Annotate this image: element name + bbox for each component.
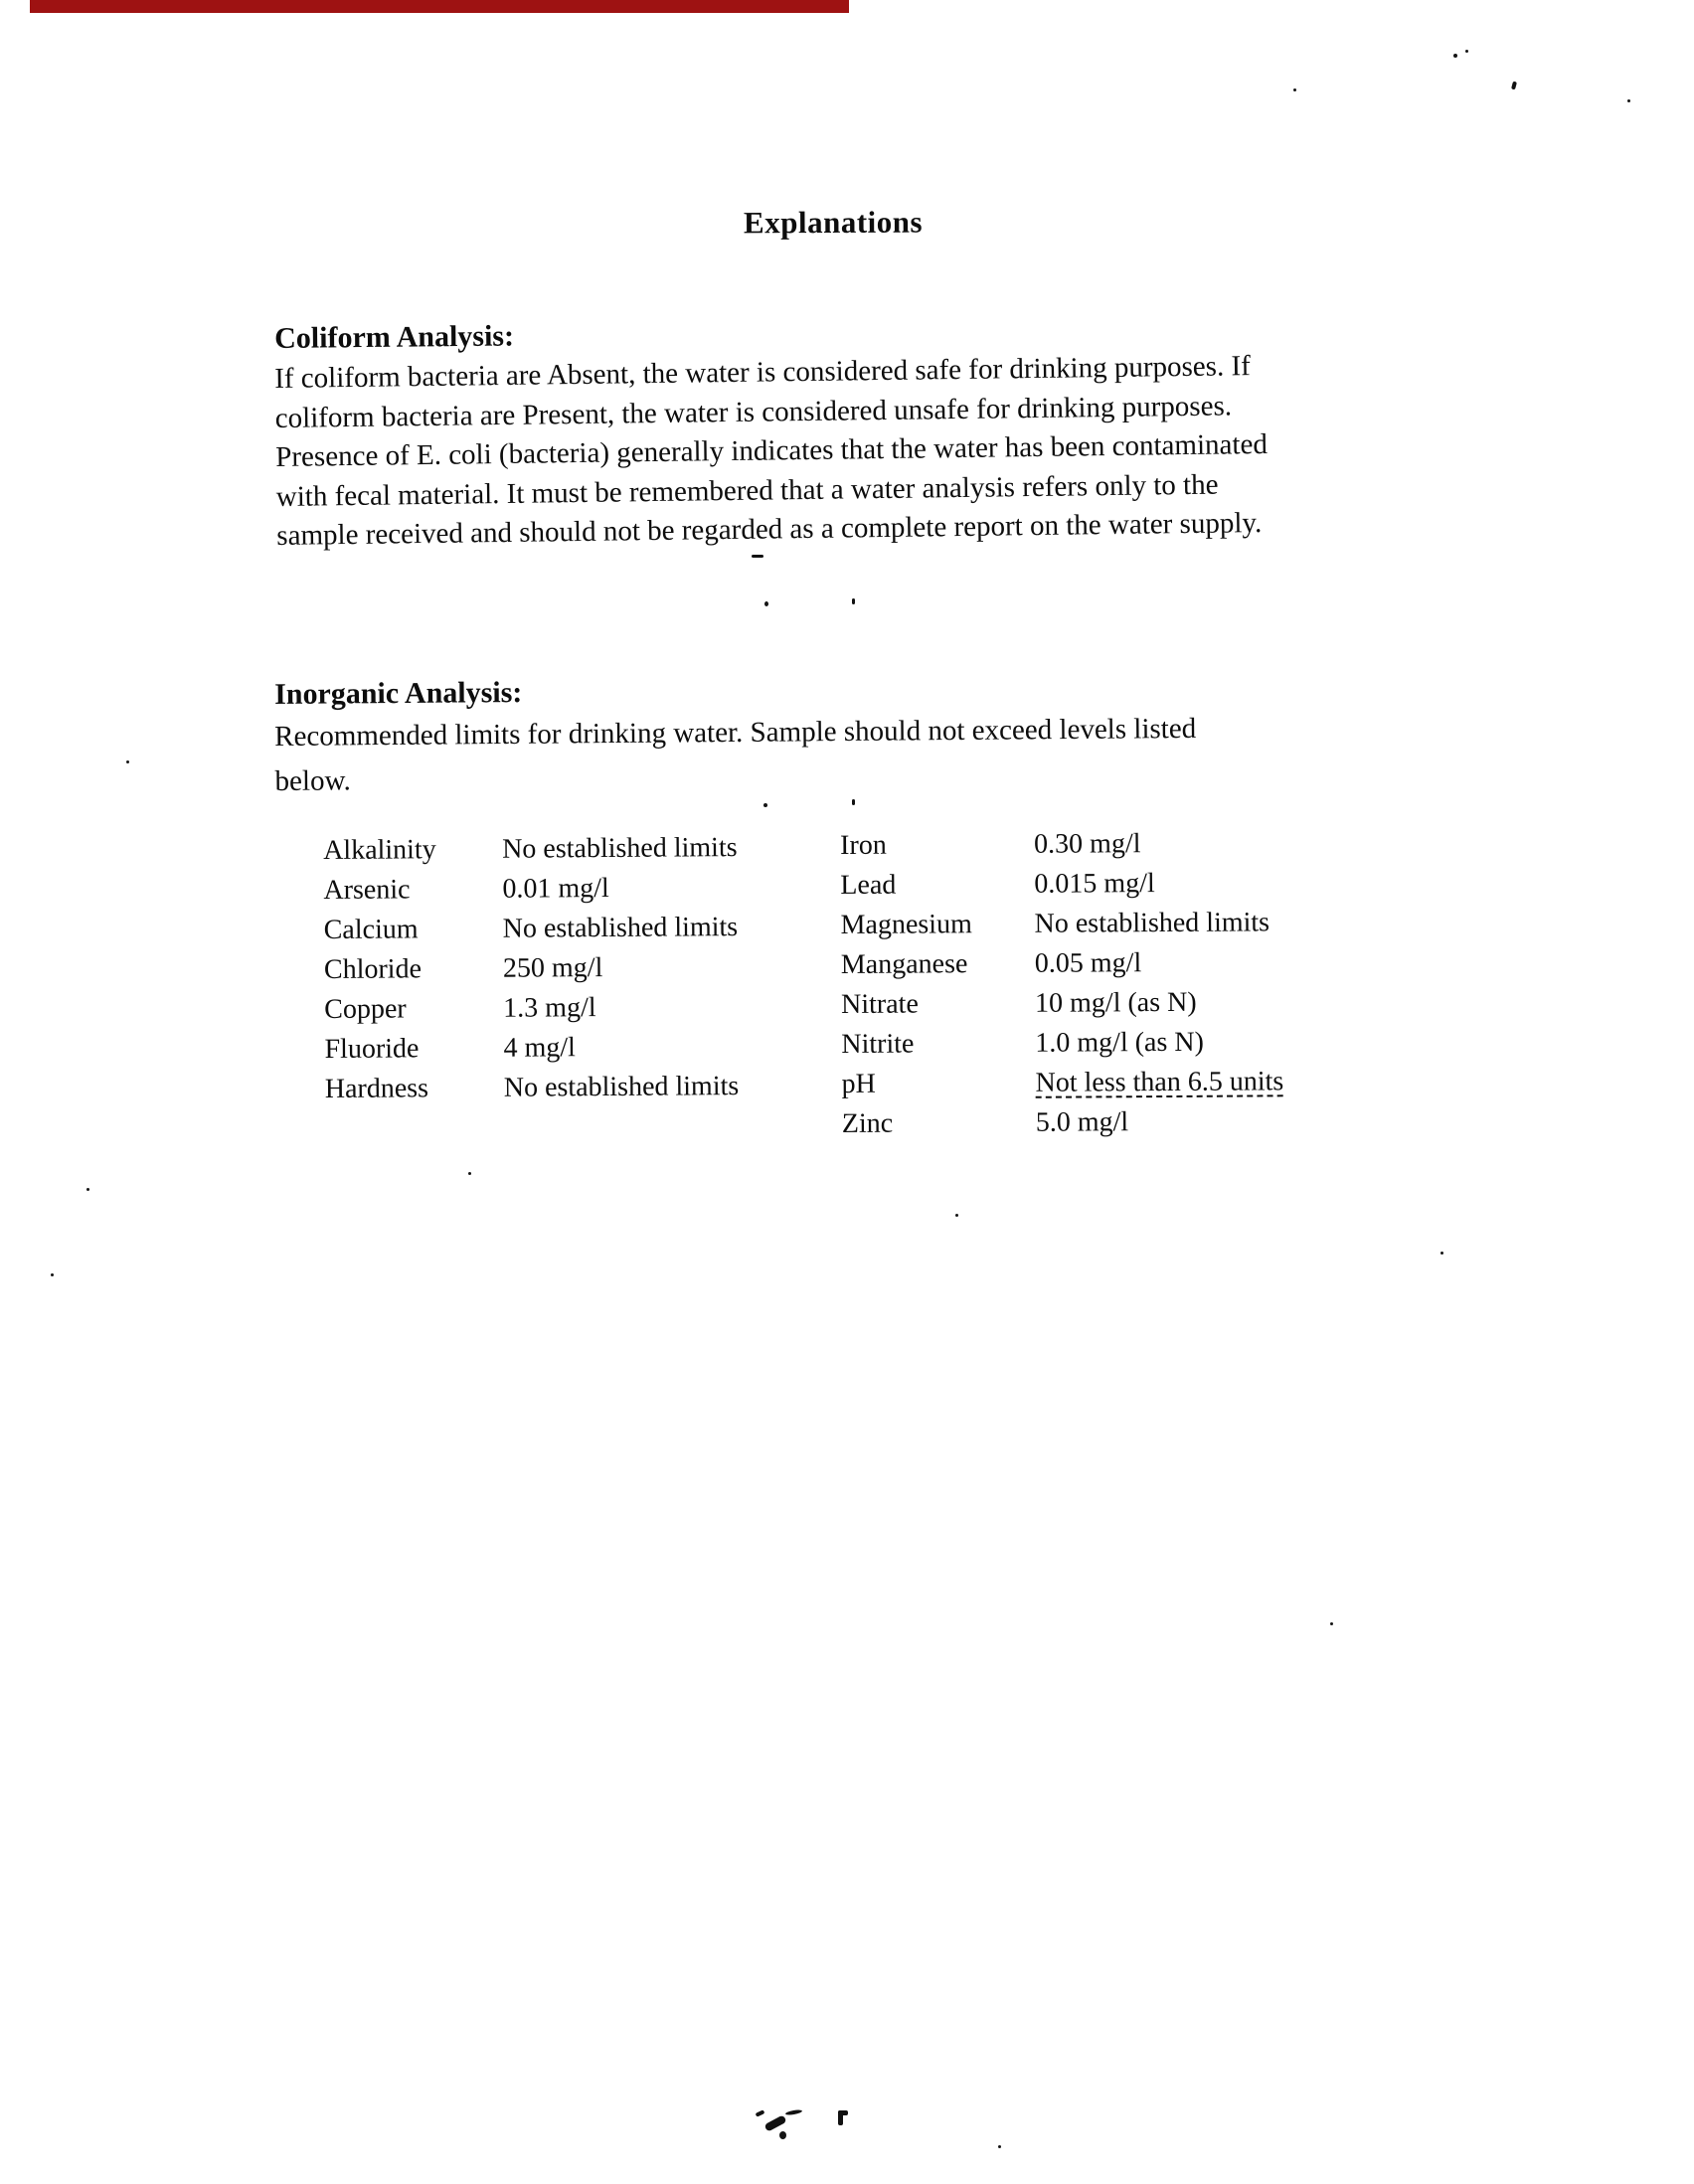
coliform-paragraph-line: Presence of E. coli (bacteria) generally indicates that the water has been contaminated: [275, 427, 1269, 473]
limits-table-right: [840, 823, 1284, 1144]
scan-speck: [86, 1188, 89, 1191]
scan-speck: [764, 601, 768, 606]
limit-value: 0.015 mg/l: [1034, 868, 1155, 900]
param-label: Calcium: [323, 914, 419, 945]
section-heading-inorganic: Inorganic Analysis:: [274, 676, 523, 711]
scan-speck: [1465, 50, 1468, 53]
scan-speck: [998, 2145, 1001, 2148]
scan-speck: [1627, 99, 1630, 102]
scan-artifact-bar: [30, 0, 849, 13]
param-label: Alkalinity: [323, 834, 436, 866]
page-title: Explanations: [743, 204, 924, 241]
scan-smudge: [756, 2109, 765, 2116]
limit-value: 0.30 mg/l: [1034, 828, 1141, 860]
section-heading-coliform: Coliform Analysis:: [274, 319, 515, 355]
param-label: Copper: [324, 993, 407, 1025]
limit-value: 1.3 mg/l: [503, 992, 596, 1024]
param-label: Iron: [840, 829, 887, 861]
coliform-paragraph-line: If coliform bacteria are Absent, the water is considered safe for drinking purposes. If: [274, 350, 1251, 395]
coliform-paragraph-line: with fecal material. It must be remembered that a water analysis refers only to the: [275, 468, 1219, 513]
scan-smudge: [785, 2109, 802, 2116]
param-label: Fluoride: [324, 1033, 420, 1065]
inorganic-paragraph-line: Recommended limits for drinking water. Sample should not exceed levels listed: [274, 712, 1197, 753]
param-label: Arsenic: [323, 874, 411, 906]
limit-value: 4 mg/l: [503, 1032, 576, 1064]
scan-speck: [126, 760, 129, 763]
scan-speck: [955, 1214, 958, 1217]
param-label: pH: [841, 1068, 876, 1099]
coliform-paragraph: [274, 347, 1269, 557]
scan-speck: [1453, 54, 1457, 58]
limit-value: No established limits: [502, 912, 739, 944]
scan-speck: [1293, 88, 1296, 91]
scan-smudge: [779, 2131, 786, 2139]
param-label: Lead: [840, 869, 897, 901]
limit-value: 1.0 mg/l (as N): [1035, 1026, 1204, 1059]
limit-value: No established limits: [502, 832, 738, 865]
param-label: Nitrate: [841, 988, 919, 1020]
limit-value: No established limits: [1034, 907, 1270, 939]
scan-speck: [752, 555, 763, 558]
limit-value: 10 mg/l (as N): [1034, 986, 1197, 1019]
scan-smudge: [838, 2110, 848, 2115]
limit-value: Not less than 6.5 units: [1035, 1066, 1284, 1098]
param-label: Zinc: [841, 1107, 894, 1139]
inorganic-paragraph: [274, 707, 1197, 804]
param-label: Manganese: [840, 948, 968, 980]
scan-speck: [468, 1172, 471, 1175]
limit-value: No established limits: [503, 1071, 740, 1103]
param-label: Chloride: [323, 953, 423, 985]
coliform-paragraph-line: sample received and should not be regarded as a complete report on the water supply.: [276, 507, 1263, 552]
limit-value: 250 mg/l: [502, 952, 603, 984]
limit-value: 0.01 mg/l: [502, 872, 609, 905]
inorganic-paragraph-line: below.: [274, 764, 351, 797]
param-label: Magnesium: [840, 909, 972, 940]
limit-value: 5.0 mg/l: [1035, 1106, 1129, 1138]
scan-speck: [852, 598, 855, 604]
param-label: Nitrite: [841, 1028, 915, 1060]
scan-speck: [1330, 1622, 1333, 1625]
scan-speck: [1440, 1252, 1443, 1255]
limits-table-left: [323, 828, 739, 1109]
scan-speck: [852, 799, 855, 805]
limit-value: 0.05 mg/l: [1034, 947, 1142, 979]
scan-smudge: [763, 2114, 786, 2131]
param-label: Hardness: [324, 1073, 429, 1104]
coliform-paragraph-line: coliform bacteria are Present, the water is considered unsafe for drinking purposes.: [274, 389, 1233, 434]
scan-speck: [763, 803, 767, 807]
scan-speck: [51, 1273, 54, 1276]
scan-speck: [1511, 82, 1517, 90]
